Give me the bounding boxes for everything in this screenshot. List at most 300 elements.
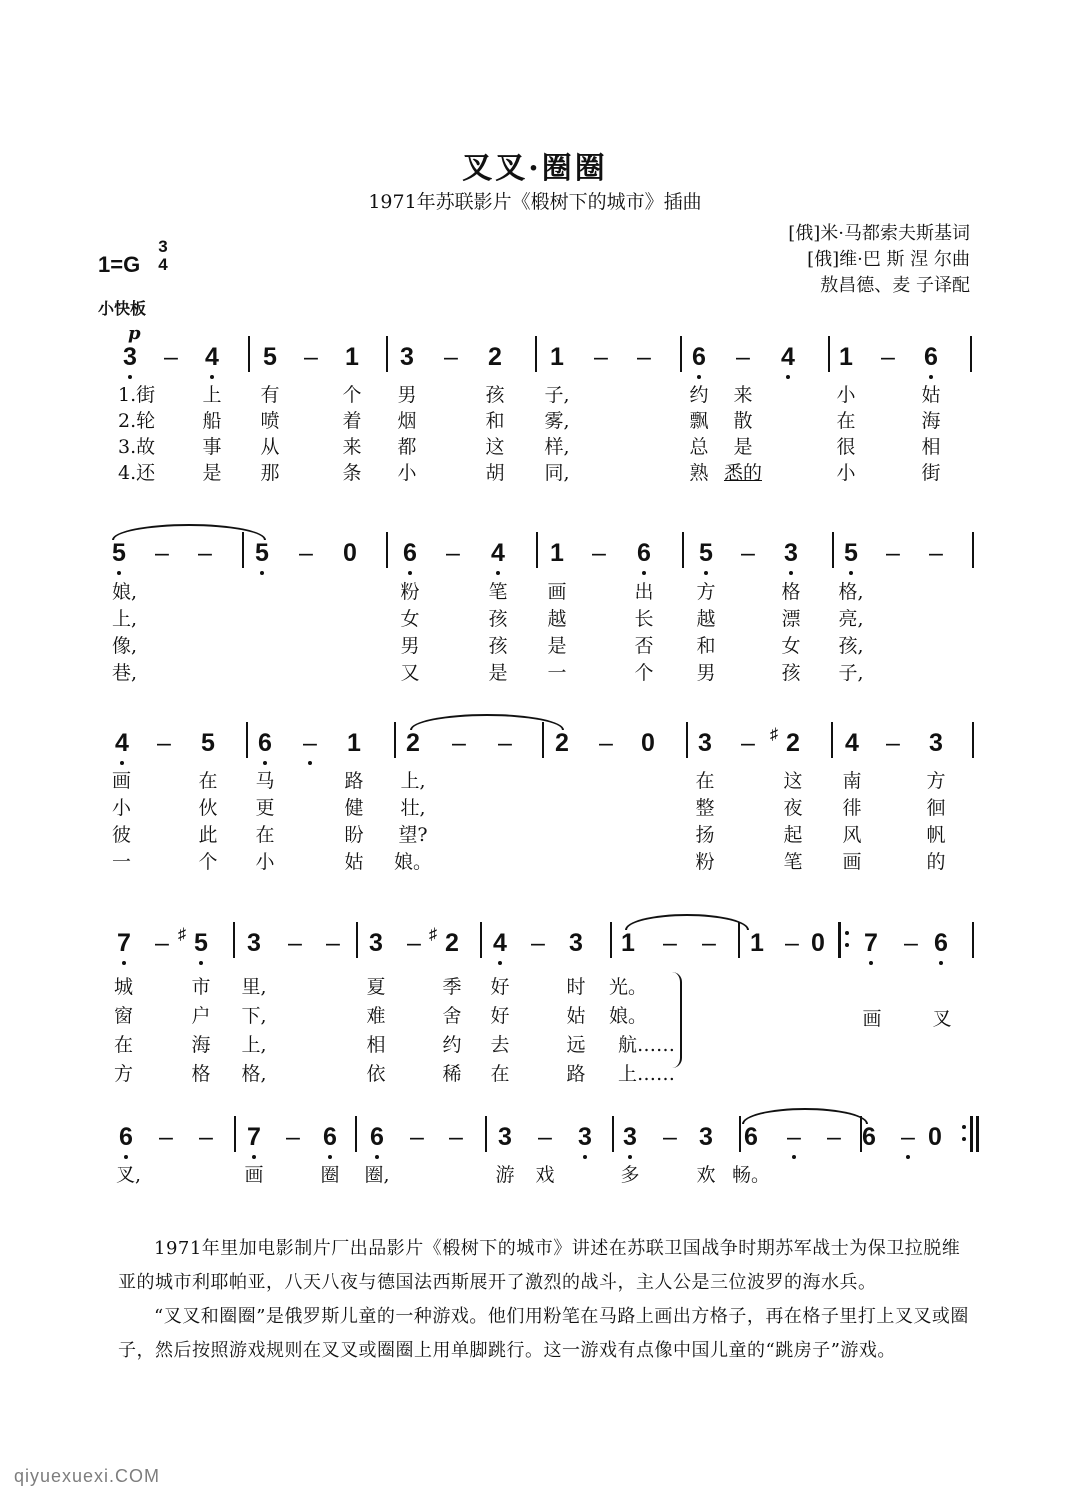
translator-credit: 敖昌德、麦 子译配: [820, 275, 970, 296]
song-subtitle: 1971年苏联影片《椴树下的城市》插曲: [368, 191, 702, 213]
jianpu-note: [616, 1122, 644, 1152]
bar-line: [536, 532, 538, 568]
repeat-dots: [845, 931, 849, 955]
note-digit: 3: [369, 929, 383, 957]
lyric-syllable: 亮,: [838, 608, 864, 630]
note-digit: –: [702, 929, 716, 957]
note-digit: –: [594, 343, 608, 371]
jianpu-note: [571, 1122, 599, 1152]
dash-mark: [157, 342, 185, 372]
lyric-syllable: 窗: [114, 1005, 134, 1027]
jianpu-note: [692, 1122, 720, 1152]
lyric-syllable: 伙: [198, 797, 218, 819]
lyric-syllable: 在: [114, 1034, 134, 1056]
lyric-syllable: 壮,: [400, 797, 426, 819]
lyric-syllable: 在: [255, 824, 275, 846]
lyric-syllable: 越: [696, 608, 716, 630]
lyric-syllable: 个: [634, 662, 654, 684]
bar-line: [972, 722, 974, 758]
lyric-syllable: 舍: [442, 1005, 462, 1027]
jianpu-note: [770, 726, 807, 758]
dash-mark: [281, 928, 309, 958]
octave-dot: [583, 1155, 587, 1159]
jianpu-note: [240, 928, 268, 958]
octave-dot: [117, 571, 121, 575]
lyric-line: [0, 972, 1070, 1000]
dash-mark: [874, 342, 902, 372]
note-digit: –: [155, 539, 169, 567]
note-digit: 0: [811, 929, 825, 957]
bar-line: [972, 532, 974, 568]
lyric-syllable: 约: [689, 384, 709, 406]
jianpu-note: [399, 728, 427, 758]
dash-mark: [587, 342, 615, 372]
octave-dot: [260, 571, 264, 575]
lyric-syllable: 健: [344, 797, 364, 819]
jianpu-note: [543, 538, 571, 568]
lyric-syllable: 稀: [442, 1063, 462, 1085]
jianpu-note: [921, 1122, 949, 1152]
jianpu-note: [743, 928, 771, 958]
jianpu-note: [240, 1122, 268, 1152]
note-digit: 5: [844, 539, 858, 567]
note-digit: –: [303, 729, 317, 757]
lyric-syllable: 在: [198, 770, 218, 792]
note-digit: –: [498, 729, 512, 757]
lyric-syllable: 整: [695, 797, 715, 819]
lyric-syllable: 胡: [485, 462, 505, 484]
dash-mark: [695, 928, 723, 958]
lyric-line: [0, 1059, 1070, 1087]
jianpu-note: [614, 928, 642, 958]
dash-mark: [585, 538, 613, 568]
lyric-line: [0, 658, 1070, 686]
dash-mark: [491, 728, 519, 758]
jianpu-note: [692, 538, 720, 568]
jianpu-note: [838, 728, 866, 758]
lyric-line: [0, 577, 1070, 605]
lyric-syllable: 子,: [544, 384, 570, 406]
lyric-syllable: 小: [836, 384, 856, 406]
note-digit: –: [446, 539, 460, 567]
note-digit: 3: [578, 1123, 592, 1151]
lyric-syllable: 同,: [544, 462, 570, 484]
lyric-syllable: 是: [547, 635, 567, 657]
lyric-syllable: 孩: [488, 608, 508, 630]
note-digit: 4: [491, 539, 505, 567]
lyric-syllable: 子,: [838, 662, 864, 684]
jianpu-note: [927, 928, 955, 958]
dash-mark: [442, 1122, 470, 1152]
note-digit: 3: [400, 343, 414, 371]
dash-mark: [734, 538, 762, 568]
score-system-5: [0, 1122, 1070, 1162]
octave-dot: [849, 571, 853, 575]
note-digit: –: [407, 929, 421, 957]
note-digit: –: [538, 1123, 552, 1151]
note-digit: 6: [862, 1123, 876, 1151]
octave-dot: [408, 571, 412, 575]
note-digit: 6: [403, 539, 417, 567]
note-digit: 3: [498, 1123, 512, 1151]
jianpu-note: [251, 728, 279, 758]
note-digit: –: [787, 1123, 801, 1151]
bar-line: [612, 1116, 614, 1152]
note-digit: 3: [123, 343, 137, 371]
note-digit: 7: [247, 1123, 261, 1151]
bar-line: [828, 336, 830, 372]
lyric-syllable: 户: [191, 1005, 211, 1027]
lyric-line: [0, 406, 1070, 434]
lyric-syllable: 格,: [241, 1063, 267, 1085]
lyric-syllable: 相: [921, 436, 941, 458]
octave-dot: [869, 961, 873, 965]
jianpu-note: [917, 342, 945, 372]
lyric-syllable: 1.街: [118, 384, 156, 406]
lyric-syllable: 里,: [241, 976, 267, 998]
note-digit: –: [736, 343, 750, 371]
jianpu-note: [691, 728, 719, 758]
dash-mark: [297, 342, 325, 372]
bar-line: [682, 532, 684, 568]
octave-dot: [906, 1155, 910, 1159]
jianpu-note: [336, 538, 364, 568]
octave-dot: [122, 961, 126, 965]
dash-mark: [780, 1122, 808, 1152]
dash-mark: [403, 1122, 431, 1152]
note-digit: –: [741, 539, 755, 567]
lyric-syllable: 粉: [695, 851, 715, 873]
jianpu-note: [922, 728, 950, 758]
octave-dot: [789, 571, 793, 575]
lyric-syllable: 总: [689, 436, 709, 458]
score-system-1: [0, 342, 1070, 382]
watermark: qiyuexuexi.COM: [14, 1466, 161, 1486]
dash-mark: [292, 538, 320, 568]
jianpu-note: [562, 928, 590, 958]
lyric-syllable: 海: [191, 1034, 211, 1056]
note-digit: –: [663, 1123, 677, 1151]
repeat-bar-line: [970, 1116, 973, 1152]
jianpu-note: [484, 538, 512, 568]
lyric-syllable: 粉: [400, 581, 420, 603]
note-digit: 5: [201, 729, 215, 757]
lyric-syllable: 市: [191, 976, 211, 998]
note-digit: 5: [194, 929, 208, 957]
lyric-syllable: 长: [634, 608, 654, 630]
lyric-syllable: 飘: [689, 410, 709, 432]
note-digit: –: [304, 343, 318, 371]
note-digit: 6: [370, 1123, 384, 1151]
jianpu-note: [486, 928, 514, 958]
octave-dot: [939, 961, 943, 965]
key-signature: 1=G: [98, 252, 141, 277]
lyric-syllable: 有: [260, 384, 280, 406]
lyric-syllable: 格: [191, 1063, 211, 1085]
lyric-syllable: 熟: [689, 462, 709, 484]
note-digit: 3: [698, 729, 712, 757]
note-digit: –: [592, 539, 606, 567]
dash-mark: [879, 728, 907, 758]
note-digit: 6: [637, 539, 651, 567]
note-digit: 7: [117, 929, 131, 957]
lyric-syllable: 格: [781, 581, 801, 603]
note-digit: 4: [781, 343, 795, 371]
lyric-syllable: 烟: [397, 410, 417, 432]
lyric-syllable: 巷,: [112, 662, 138, 684]
lyric-syllable: 依: [366, 1063, 386, 1085]
lyric-line: [0, 1030, 1070, 1058]
note-digit: 6: [323, 1123, 337, 1151]
dash-mark: [820, 1122, 848, 1152]
jianpu-note: [198, 342, 226, 372]
note-digit: 2: [406, 729, 420, 757]
dash-mark: [148, 928, 176, 958]
lyric-syllable: 好: [490, 1005, 510, 1027]
dash-mark: [192, 1122, 220, 1152]
note-digit: 1: [550, 539, 564, 567]
jianpu-note: [108, 728, 136, 758]
lyric-syllable: 风: [842, 824, 862, 846]
note-digit: 6: [692, 343, 706, 371]
note-digit: 3: [247, 929, 261, 957]
note-digit: 1: [347, 729, 361, 757]
tie-mark: [625, 914, 749, 930]
lyric-syllable: 又: [400, 662, 420, 684]
lyric-syllable: 路: [566, 1063, 586, 1085]
note-digit: 6: [744, 1123, 758, 1151]
lyric-syllable: 画: [244, 1164, 264, 1186]
lyric-syllable: 是: [733, 436, 753, 458]
lyric-syllable: 此: [198, 824, 218, 846]
lyric-syllable: 个: [198, 851, 218, 873]
jianpu-note: [491, 1122, 519, 1152]
lyric-syllable: 男: [400, 635, 420, 657]
bar-line: [386, 532, 388, 568]
lyric-syllable: 来: [733, 384, 753, 406]
lyric-syllable: 喷: [260, 410, 280, 432]
lyric-syllable: 画: [547, 581, 567, 603]
lyric-syllable: 个: [342, 384, 362, 406]
note-digit: 0: [641, 729, 655, 757]
note-digit: 4: [205, 343, 219, 371]
lyric-line: [0, 847, 1070, 875]
note-digit: 0: [928, 1123, 942, 1151]
jianpu-note: [804, 928, 832, 958]
lyric-syllable: 徘: [842, 797, 862, 819]
sharp-sign: ♯: [770, 726, 778, 743]
lyric-syllable: 画: [842, 851, 862, 873]
note-digit: 5: [112, 539, 126, 567]
bar-line: [680, 336, 682, 372]
lyric-syllable: 在: [695, 770, 715, 792]
dash-mark: [148, 538, 176, 568]
bar-line: [831, 722, 833, 758]
lyric-line: [0, 820, 1070, 848]
dynamic-marking: p: [128, 323, 141, 344]
dash-mark: [150, 728, 178, 758]
lyric-syllable: 彼: [112, 824, 132, 846]
jianpu-note: [855, 1122, 883, 1152]
jianpu-note: [543, 342, 571, 372]
octave-dot: [929, 375, 933, 379]
jianpu-note: [116, 342, 144, 372]
bar-line: [686, 722, 688, 758]
lyric-syllable: 女: [400, 608, 420, 630]
lyric-syllable: 姑: [921, 384, 941, 406]
lyric-line: [0, 432, 1070, 460]
lyric-syllable: 小: [397, 462, 417, 484]
bar-line: [355, 1116, 357, 1152]
octave-dot: [124, 1155, 128, 1159]
lyric-line: [0, 458, 1070, 486]
lyric-syllable: 和: [696, 635, 716, 657]
jianpu-note: [634, 728, 662, 758]
lyric-syllable: 扬: [695, 824, 715, 846]
dash-mark: [897, 928, 925, 958]
lyric-syllable: 越: [547, 608, 567, 630]
lyric-syllable: 夜: [783, 797, 803, 819]
lyric-syllable: 圈,: [364, 1164, 390, 1186]
bar-line: [246, 722, 248, 758]
octave-dot: [792, 1155, 796, 1159]
jianpu-note: [396, 538, 424, 568]
lyric-line: [0, 793, 1070, 821]
lyric-syllable: 叉: [932, 1008, 952, 1030]
jianpu-note: [178, 926, 215, 958]
lyric-syllable: 时: [566, 976, 586, 998]
octave-dot: [498, 961, 502, 965]
lyric-syllable: 海: [921, 410, 941, 432]
note-digit: –: [449, 1123, 463, 1151]
octave-dot: [628, 1155, 632, 1159]
lyric-syllable: 孩: [485, 384, 505, 406]
lyric-syllable: 约: [442, 1034, 462, 1056]
lyric-syllable: 的: [926, 851, 946, 873]
lyric-syllable: 着: [342, 410, 362, 432]
jianpu-note: [105, 538, 133, 568]
jianpu-note: [110, 928, 138, 958]
notes-paragraph-2: “叉叉和圈圈”是俄罗斯儿童的一种游戏。他们用粉笔在马路上画出方格子，再在格子里打上叉叉或圈子，然后按照游戏规则在叉叉或圈圈上用单脚跳行。这一游戏有点像中国儿童的“跳房子”游戏。: [118, 1306, 969, 1361]
lyric-syllable: 男: [696, 662, 716, 684]
note-digit: 6: [119, 1123, 133, 1151]
dash-mark: [524, 928, 552, 958]
jianpu-note: [685, 342, 713, 372]
jianpu-note: [481, 342, 509, 372]
lyric-syllable: 女: [781, 635, 801, 657]
note-digit: 2: [555, 729, 569, 757]
lyric-syllable: 季: [442, 976, 462, 998]
lyric-syllable: 好: [490, 976, 510, 998]
lyric-syllable: 上,: [112, 608, 138, 630]
dash-mark: [191, 538, 219, 568]
octave-dot: [210, 375, 214, 379]
note-digit: –: [531, 929, 545, 957]
jianpu-note: [774, 342, 802, 372]
lyric-syllable: 盼: [344, 824, 364, 846]
tie-mark: [410, 714, 564, 730]
octave-dot: [642, 571, 646, 575]
refrain-lyrics: [0, 1004, 1070, 1032]
note-digit: 2: [488, 343, 502, 371]
bar-line: [485, 1116, 487, 1152]
dash-mark: [630, 342, 658, 372]
lyric-syllable: 难: [366, 1005, 386, 1027]
note-digit: –: [599, 729, 613, 757]
song-title: 叉叉·圈圈: [462, 151, 608, 186]
bar-line: [738, 922, 740, 958]
dash-mark: [592, 728, 620, 758]
bar-line: [394, 722, 396, 758]
lyric-syllable: 男: [397, 384, 417, 406]
lyric-syllable: 夏: [366, 976, 386, 998]
note-digit: 3: [569, 929, 583, 957]
lyric-syllable: 更: [255, 797, 275, 819]
note-digit: 6: [924, 343, 938, 371]
note-digit: –: [157, 729, 171, 757]
lyric-syllable: 在: [490, 1063, 510, 1085]
lyric-syllable: 在: [836, 410, 856, 432]
lyric-syllable: 样,: [544, 436, 570, 458]
lyric-syllable: 娘。: [608, 1005, 647, 1027]
time-signature-bottom: 4: [158, 255, 168, 274]
note-digit: 3: [623, 1123, 637, 1151]
lyric-syllable: 上,: [400, 770, 426, 792]
lyric-syllable: 方: [926, 770, 946, 792]
lyric-syllable: 事: [202, 436, 222, 458]
dash-mark: [729, 342, 757, 372]
dash-mark: [152, 1122, 180, 1152]
jianpu-note: [832, 342, 860, 372]
jianpu-note: [630, 538, 658, 568]
lyric-syllable: 格,: [838, 581, 864, 603]
lyric-syllable: 路: [344, 770, 364, 792]
bar-line: [234, 1116, 236, 1152]
jianpu-note: [112, 1122, 140, 1152]
note-digit: –: [637, 343, 651, 371]
time-signature-top: 3: [158, 237, 168, 256]
note-digit: 1: [839, 343, 853, 371]
repeat-dots: [962, 1125, 966, 1149]
note-digit: 0: [343, 539, 357, 567]
lyric-syllable: 南: [842, 770, 862, 792]
jianpu-note: [362, 928, 390, 958]
note-digit: –: [901, 1123, 915, 1151]
lyric-syllable: 姑: [566, 1005, 586, 1027]
dash-mark: [879, 538, 907, 568]
lyric-syllable: 3.故: [118, 436, 156, 458]
jianpu-note: [393, 342, 421, 372]
note-digit: 4: [115, 729, 129, 757]
note-digit: 4: [845, 729, 859, 757]
lyric-syllable: 4.还: [118, 462, 156, 484]
note-digit: –: [326, 929, 340, 957]
lyric-syllable: 条: [342, 462, 362, 484]
lyric-syllable: 方: [114, 1063, 134, 1085]
lyric-syllable: 姑: [344, 851, 364, 873]
jianpu-note: [548, 728, 576, 758]
note-digit: 1: [621, 929, 635, 957]
lyric-syllable: 去: [490, 1034, 510, 1056]
lyric-syllable: 来: [342, 436, 362, 458]
lyric-line: [0, 380, 1070, 408]
octave-dot: [375, 1155, 379, 1159]
lyric-syllable: 船: [202, 410, 222, 432]
note-digit: –: [886, 729, 900, 757]
lyric-line: [0, 631, 1070, 659]
note-digit: 2: [786, 729, 800, 757]
lyric-syllable: 娘,: [112, 581, 138, 603]
